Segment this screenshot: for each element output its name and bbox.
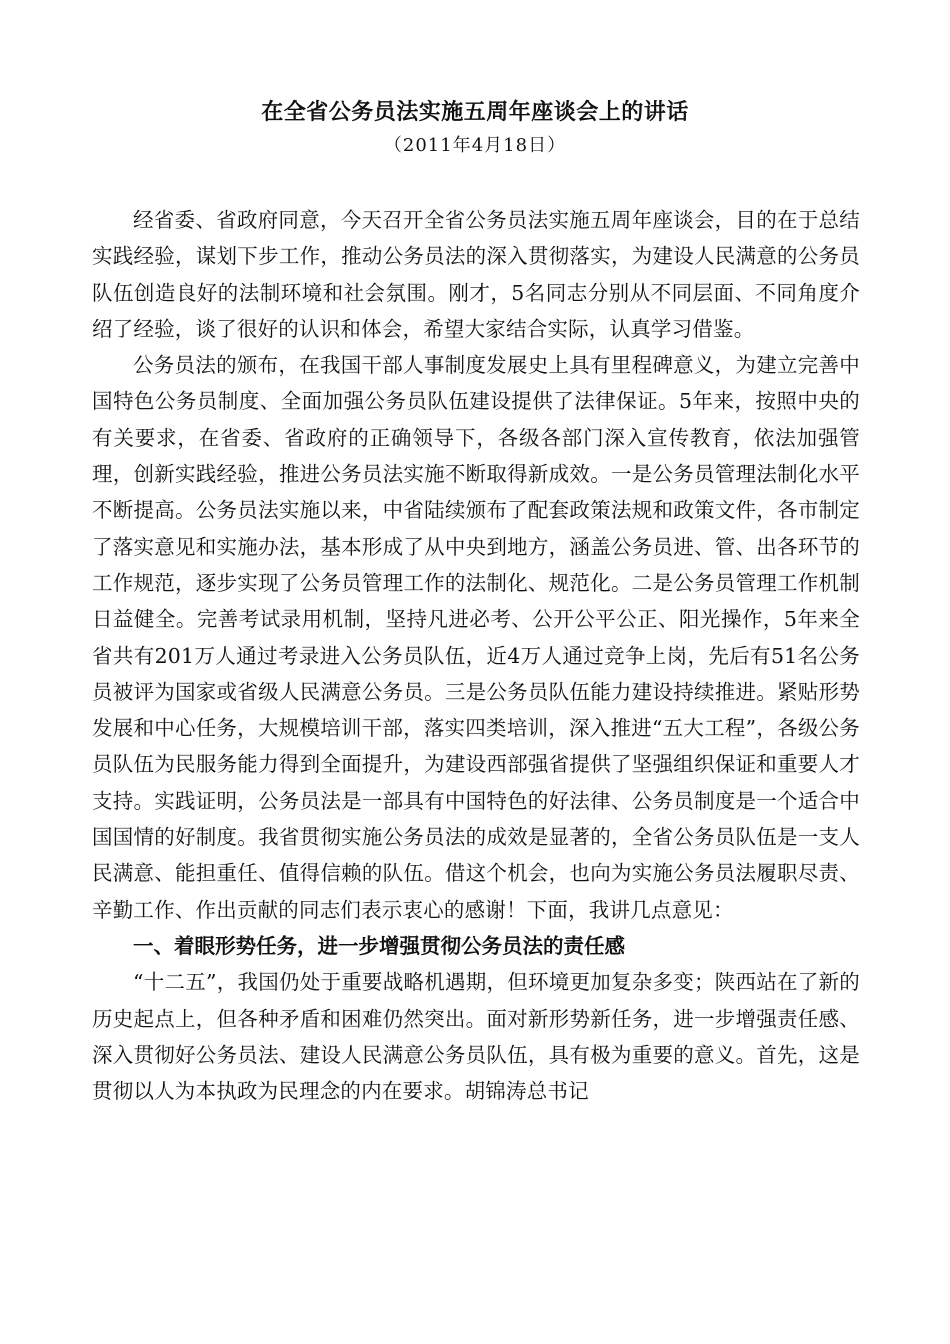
document-body <box>92 202 860 1109</box>
document-title: 在全省公务员法实施五周年座谈会上的讲话 <box>261 100 689 125</box>
document-date: （2011年4月18日） <box>383 135 567 156</box>
paragraph-1: 经省委、省政府同意，今天召开全省公务员法实施五周年座谈会，目的在于总结实践经验，谋划下步工作，推动公务员法的深入贯彻落实，为建设人民满意的公务员队伍创造良好的法制环境和社会氛围。刚才，5名同志分别从不同层面、不同角度介绍了经验，谈了很好的认识和体会，希望大家结合实际，认真学习借鉴。 <box>92 208 860 341</box>
paragraph-3: “十二五”，我国仍处于重要战略机遇期，但环境更加复杂多变；陕西站在了新的历史起点上，但各种矛盾和困难仍然突出。面对新形势新任务，进一步增强责任感、深入贯彻好公务员法、建设人民满意公务员队伍，具有极为重要的意义。首先，这是贯彻以人为本执政为民理念的内在要求。胡锦涛总书记 <box>92 970 860 1104</box>
section-heading-1: 一、着眼形势任务，进一步增强贯彻公务员法的责任感 <box>133 933 625 958</box>
paragraph-2: 公务员法的颁布，在我国干部人事制度发展史上具有里程碑意义，为建立完善中国特色公务员制度、全面加强公务员队伍建设提供了法律保证。5年来，按照中央的有关要求，在省委、省政府的正确领导下，各级各部门深入宣传教育，依法加强管理，创新实践经验，推进公务员法实施不断取得新成效。一是公务员管理法制化水平不断提高。公务员法实施以来，中省陆续颁布了配套政策法规和政策文件，各市制定了落实意见和实施办法，基本形成了从中央到地方，涵盖公务员进、管、出各环节的工作规范，逐步实现了公务员管理工作的法制化、规范化。二是公务员管理工作机制日益健全。完善考试录用机制，坚持凡进必考、公开公平公正、阳光操作，5年来全省共有201万人通过考录进入公务员队伍，近4万人通过竞争上岗，先后有51名公务员被评为国家或省级人民满意公务员。三是公务员队伍能力建设持续推进。紧贴形势发展和中心任务，大规模培训干部，落实四类培训，深入推进“五大工程”，各级公务员队伍为民服务能力得到全面提升，为建设西部强省提供了坚强组织保证和重要人才支持。实践证明，公务员法是一部具有中国特色的好法律、公务员制度是一个适合中国国情的好制度。我省贯彻实施公务员法的成效是显著的，全省公务员队伍是一支人民满意、能担重任、值得信赖的队伍。借这个机会，也向为实施公务员法履职尽责、辛勤工作、作出贡献的同志们表示衷心的感谢！下面，我讲几点意见： <box>92 353 860 922</box>
